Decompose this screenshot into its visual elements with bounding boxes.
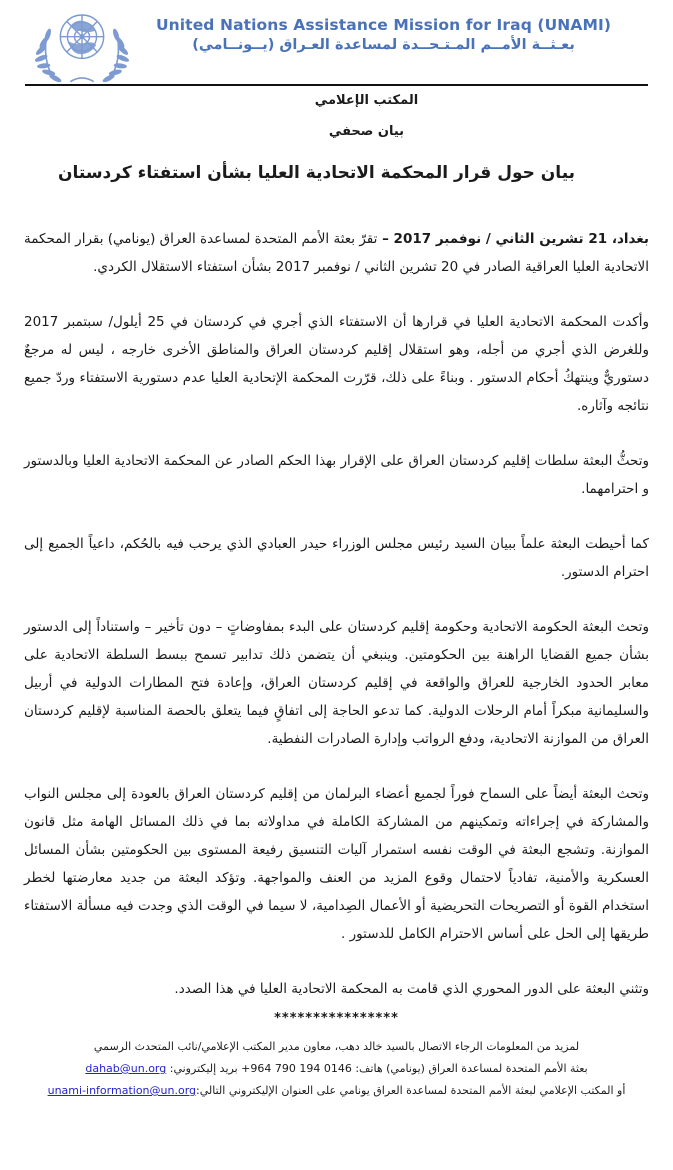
statement-paragraph-7 <box>24 975 649 1003</box>
paragraph-text: وتحثُّ البعثة سلطات إقليم كردستان العراق على الإقرار بهذا الحكم الصادر عن المحكمة الاتحادية العليا وبالدستور و احترامهما. <box>24 453 649 497</box>
paragraph-text: وتثني البعثة على الدور المحوري الذي قامت به المحكمة الاتحادية العليا في هذا الصدد. <box>174 981 649 997</box>
document-header <box>24 6 649 80</box>
statement-paragraph-1 <box>24 225 649 281</box>
un-emblem-icon <box>26 5 138 85</box>
contact-footer <box>24 1036 649 1102</box>
statement-paragraph-3 <box>24 447 649 503</box>
contact-line-2 <box>24 1058 649 1080</box>
dateline: بغداد، 21 تشرين الثاني / نوفمبر 2017 – <box>377 231 649 247</box>
statement-body <box>24 225 649 1003</box>
media-office-label: المكتب الإعلامي <box>314 93 419 108</box>
statement-title: بيان حول قرار المحكمة الاتحادية العليا بشأن استفتاء كردستان <box>57 163 576 183</box>
email-link-dahab[interactable]: dahab@un.org <box>85 1062 167 1075</box>
paragraph-text: كما أحيطت البعثة علماً ببيان السيد رئيس مجلس الوزراء حيدر العبادي الذي يرحب فيه بالحُكم، داعياً الجميع إلى احترام الدستور. <box>24 536 649 580</box>
statement-paragraph-2 <box>24 308 649 420</box>
mission-title-english: United Nations Assistance Mission for Iraq (UNAMI) <box>155 16 612 34</box>
paragraph-text: وتحث البعثة أيضاً على السماح فوراً لجميع أعضاء البرلمان من إقليم كردستان العراق بالعودة إلى مجلس النواب والمشاركة في إجراءاته وتمكينهم من المشاركة الكاملة في مداولاته بما في ذلك المسائل الهامة مثل قانون الموازنة. وتشجع البعثة في الوقت نفسه استمرار آليات التنسيق رفيعة المستوى بين الحكومتين بشأن المسائل العسكرية والأمنية، تفادياً لاحتمال وقوع المزيد من العنف والمواجهة. وتؤكد البعثة من جديد معارضتها لخطر استخدام القوة أو التصريحات التحريضية أو الأعمال الصِدامية، لا سيما في الوقت الذي وجدت فيه مسألة الاستفتاء طريقها إلى الحل على أساس الاحترام الكامل للدستور . <box>24 786 649 942</box>
phone-number: +964 790 194 0146 <box>241 1062 352 1075</box>
press-release-label: بيان صحفي <box>328 124 405 139</box>
contact-line-2-middle: بريد إليكتروني: <box>166 1062 242 1075</box>
contact-line-1: لمزيد من المعلومات الرجاء الاتصال بالسيد خالد دهب، معاون مدير المكتب الإعلامي/نائب المتحدث الرسمي <box>93 1040 580 1053</box>
paragraph-text: وتحث البعثة الحكومة الاتحادية وحكومة إقليم كردستان على البدء بمفاوضاتٍ – دون تأخير – واستناداً إلى الدستور بشأن جميع القضايا الراهنة بين الحكومتين. وينبغي أن يتضمن ذلك تدابير تسمح ببسط السلطة الاتحادية على معابر الحدود الخارجية للعراق والواقعة في إقليم كردستان العراق، وإعادة فتح المطارات الدولية في أربيل والسليمانية مبكراً أمام الرحلات الدولية. كما تدعو الحاجة إلى اتفاقٍ فيما يتعلق بالحصة المناسبة لإقليم كردستان العراق من الموازنة الاتحادية، ودفع الرواتب وإدارة الصادرات النفطية. <box>24 619 649 747</box>
statement-paragraph-6 <box>24 780 649 948</box>
contact-line-2-prefix: بعثة الأمم المتحدة لمساعدة العراق (يونامي) هاتف: <box>351 1062 588 1075</box>
statement-paragraph-5 <box>24 613 649 753</box>
statement-paragraph-4 <box>24 530 649 586</box>
mission-titles <box>142 6 649 53</box>
asterisk-separator: **************** <box>274 1011 399 1026</box>
paragraph-text: وأكدت المحكمة الاتحادية العليا في قرارها أن الاستفتاء الذي أجري في كردستان في 25 أيلول/ سبتمبر 2017 وللغرض الذي أجري من أجله، وهو استقلال إقليم كردستان العراق والمناطق الأخرى خارجه ، ليس له مرجعٌ دستوريٌّ وينتهكُ أحكام الدستور . وبناءً على ذلك، قرّرت المحكمة الإتحادية العليا عدم دستورية الاستفتاء وردّ جميع نتائجه وآثاره. <box>24 314 649 414</box>
email-link-unami-information[interactable]: unami-information@un.org <box>47 1084 197 1097</box>
mission-title-arabic: بعـثــة الأمــم المـتـحــدة لمساعدة العـراق (يــونــامي) <box>192 37 575 53</box>
un-emblem-logo <box>24 5 142 89</box>
contact-line-3 <box>24 1080 649 1102</box>
paragraph-text: تقرّ بعثة الأمم المتحدة لمساعدة العراق (يونامي) بقرار المحكمة الاتحادية العليا العراقية الصادر في 20 تشرين الثاني / نوفمبر 2017 بشأن استفتاء الاستقلال الكردي. <box>24 231 649 275</box>
contact-line-3-prefix: أو المكتب الإعلامي لبعثة الأمم المتحدة لمساعدة العراق يونامي على العنوان الإليكتروني التالي: <box>196 1084 626 1097</box>
